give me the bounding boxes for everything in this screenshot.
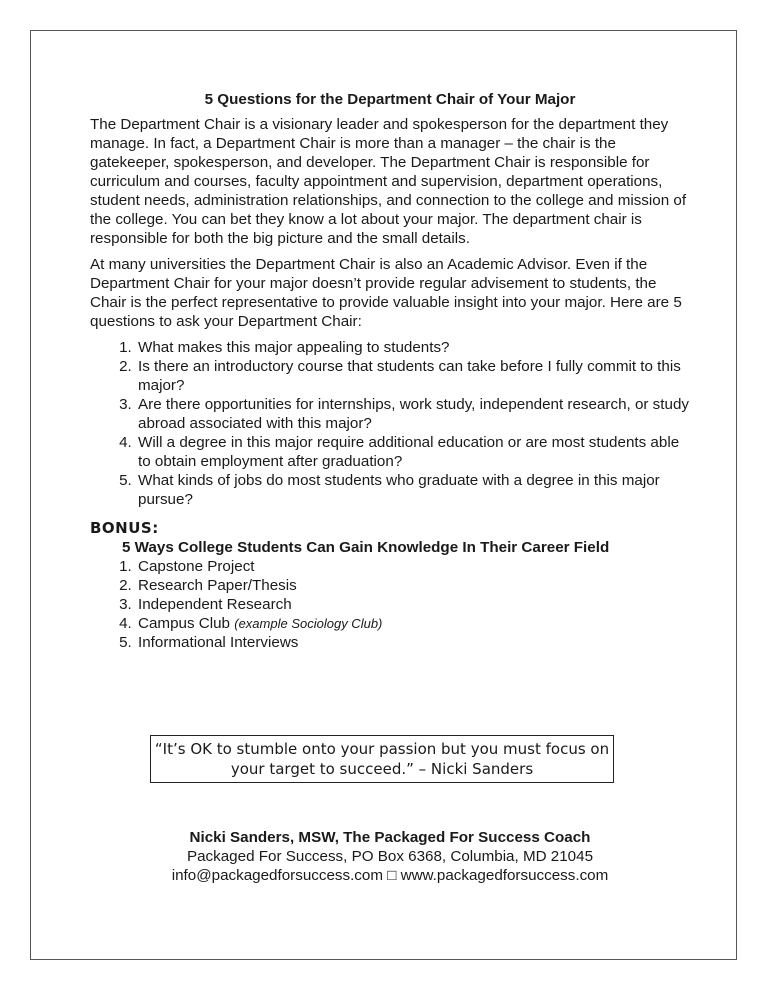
list-item: 3. Independent Research xyxy=(136,595,690,614)
list-item: 2. Is there an introductory course that students can take before I fully commit to this major? xyxy=(136,357,690,395)
list-item: 1. What makes this major appealing to students? xyxy=(136,338,690,357)
list-item: 1. Capstone Project xyxy=(136,557,690,576)
document-title: 5 Questions for the Department Chair of Your Major xyxy=(204,91,576,108)
list-item: 5. Informational Interviews xyxy=(136,633,690,652)
list-item xyxy=(136,614,690,633)
questions-list xyxy=(90,338,690,509)
list-item: 4. Will a degree in this major require additional education or are most students able to obtain employment after graduation? xyxy=(136,433,690,471)
advisor-paragraph: At many universities the Department Chair is also an Academic Advisor. Even if the Department Chair for your major doesn’t provide regular advisement to students, the Chair is the perfect representative to provide valuable insight into your major. Here are 5 questions to ask your Department Chair: xyxy=(90,256,682,330)
quote-line-1: “It’s OK to stumble onto your passion but you must focus on xyxy=(154,740,610,758)
bonus-subtitle: 5 Ways College Students Can Gain Knowledge In Their Career Field xyxy=(122,539,610,556)
quote-box xyxy=(150,735,614,783)
document-body xyxy=(90,90,690,652)
list-item-note: (example Sociology Club) xyxy=(234,616,383,631)
quote-line-2: your target to succeed.” – Nicki Sanders xyxy=(230,760,534,778)
bonus-heading: BONUS: xyxy=(90,519,159,537)
bonus-list xyxy=(90,557,690,652)
list-item-label: Campus Club xyxy=(138,615,231,632)
list-item: 3. Are there opportunities for internships, work study, independent research, or study abroad associated with this major? xyxy=(136,395,690,433)
footer-author: Nicki Sanders, MSW, The Packaged For Success Coach xyxy=(189,829,591,846)
list-item: 5. What kinds of jobs do most students who graduate with a degree in this major pursue? xyxy=(136,471,690,509)
intro-paragraph: The Department Chair is a visionary leader and spokesperson for the department they manage. In fact, a Department Chair is more than a manager – the chair is the gatekeeper, spokesperson, and developer. The Department Chair is responsible for curriculum and courses, faculty appointment and supervision, department operations, student needs, administration relationships, and connection to the college and mission of the college. You can bet they know a lot about your major. The department chair is responsible for both the big picture and the small details. xyxy=(90,116,687,247)
footer-address: Packaged For Success, PO Box 6368, Columbia, MD 21045 xyxy=(186,848,594,865)
list-item: 2. Research Paper/Thesis xyxy=(136,576,690,595)
footer-contact: info@packagedforsuccess.com □ www.packagedforsuccess.com xyxy=(171,867,609,884)
footer xyxy=(90,828,690,885)
